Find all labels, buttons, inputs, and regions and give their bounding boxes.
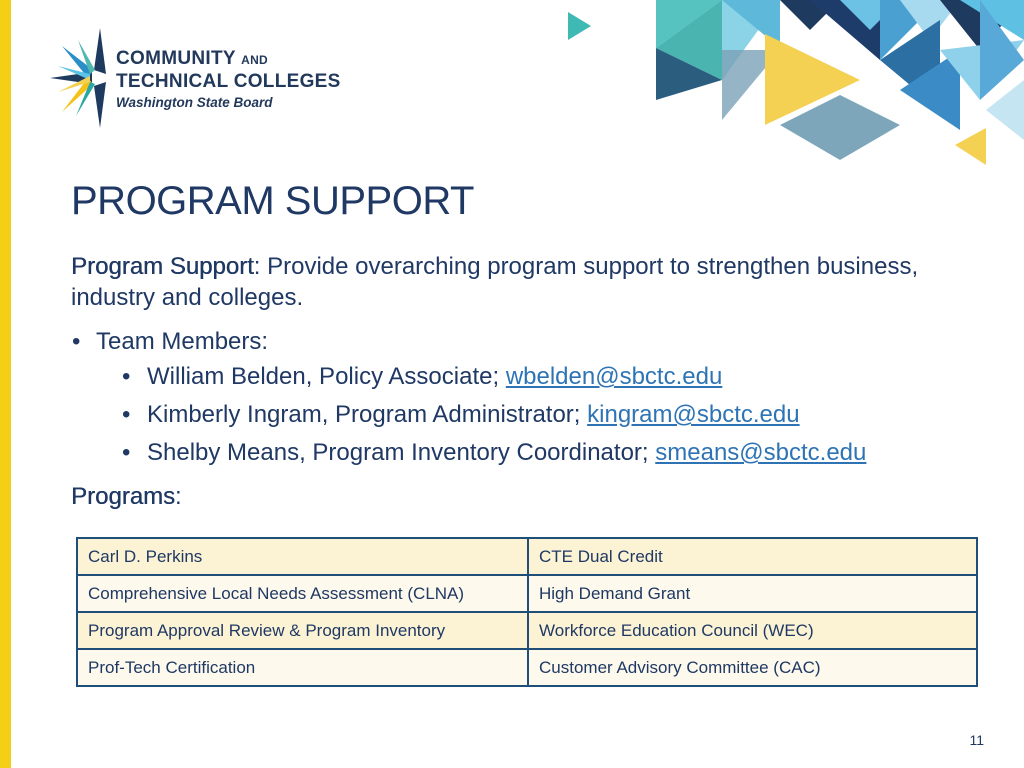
programs-heading (71, 483, 182, 511)
table-cell: CTE Dual Credit (528, 538, 977, 575)
table-cell: Carl D. Perkins (77, 538, 528, 575)
intro-text: : Provide overarching program support to strengthen business, industry and colleges. (71, 253, 919, 311)
logo-washington-state-board: Washington State Board (116, 95, 273, 110)
table-row (77, 612, 977, 649)
table-row (77, 649, 977, 686)
starburst-logo-icon (48, 26, 112, 130)
intro-lead: Program Support (71, 253, 254, 280)
table-cell: Prof-Tech Certification (77, 649, 528, 686)
member-text: Kimberly Ingram, Program Administrator; (147, 401, 588, 428)
email-link[interactable]: kingram@sbctc.edu (587, 401, 800, 428)
page-title: PROGRAM SUPPORT (71, 179, 474, 223)
table-cell: Comprehensive Local Needs Assessment (CLNA) (77, 575, 528, 612)
sbctc-logo (48, 26, 348, 130)
table-cell: Workforce Education Council (WEC) (528, 612, 977, 649)
table-cell: Customer Advisory Committee (CAC) (528, 649, 977, 686)
programs-label: Programs (71, 483, 176, 510)
team-members-label: • Team Members: (71, 326, 866, 358)
table-row (77, 538, 977, 575)
email-link[interactable]: wbelden@sbctc.edu (505, 363, 723, 390)
team-member (71, 358, 866, 396)
logo-technical-colleges: TECHNICAL COLLEGES (116, 71, 341, 92)
programs-colon: : (175, 483, 182, 510)
table-row (77, 575, 977, 612)
team-member (71, 434, 866, 472)
member-text: William Belden, Policy Associate; (147, 363, 506, 390)
team-members-list (71, 326, 866, 472)
logo-community: COMMUNITY (116, 48, 236, 69)
page-number: 11 (969, 732, 984, 748)
team-member (71, 396, 866, 434)
table-cell: Program Approval Review & Program Inventory (77, 612, 528, 649)
programs-table (76, 537, 978, 687)
email-link[interactable]: smeans@sbctc.edu (655, 439, 867, 466)
logo-and: AND (241, 53, 269, 67)
member-text: Shelby Means, Program Inventory Coordinator; (147, 439, 656, 466)
table-cell: High Demand Grant (528, 575, 977, 612)
program-support-intro (71, 251, 941, 313)
